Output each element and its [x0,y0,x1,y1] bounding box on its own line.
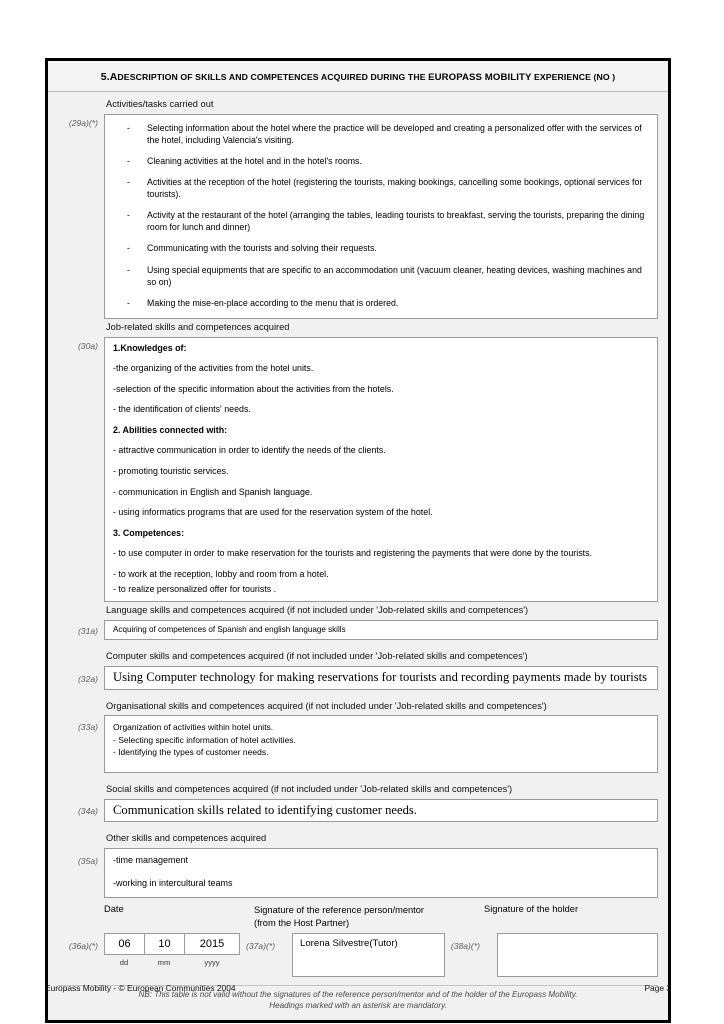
code-35a: (35a) [77,856,98,867]
section-title-tail: EXPERIENCE (NO ) [531,72,616,82]
signature-headings [58,904,658,928]
input-social-skills[interactable] [104,799,658,823]
heading-mentor-line1: Signature of the reference person/mentor [254,905,425,916]
heading-mentor [254,904,484,928]
input-other-skills[interactable] [104,848,658,898]
section-body [48,92,668,1020]
text-line: 1.Knowledges of: [113,342,187,353]
input-organisational-skills[interactable] [104,715,658,773]
code-36a: (36a)(*) [68,940,98,951]
list-item: - Making the mise-en-place according to the menu that is ordered. [113,297,649,309]
value-computer-skills: Using Computer technology for making reservations for tourists and recording payments made by tourists [113,669,648,684]
input-job-related[interactable] [104,337,658,603]
text-line: -selection of the specific information about the activities from the hotels. [113,383,394,394]
input-date-day[interactable]: 06 [104,933,144,955]
signature-row [58,933,658,977]
field-computer-skills [58,648,658,689]
text-line: - to work at the reception, lobby and room from a hotel. [113,568,329,579]
code-37a: (37a)(*) [246,940,276,951]
value-social-skills: Communication skills related to identifying customer needs. [113,802,417,817]
list-item: - Selecting information about the hotel where the practice will be developed and creating a personalized offer with the services of the hotel, including Valencia's visiting. [113,122,649,146]
code-31a: (31a) [77,626,98,637]
section-title-main: DESCRIPTION OF SKILLS AND COMPETENCES ACQUIRED DURING THE [117,72,429,82]
section-number: 5.A [100,71,118,83]
nb-note-line2: Headings marked with an asterisk are mandatory. [269,1001,447,1011]
text-line: - Identifying the types of customer needs. [113,746,269,757]
label-computer-skills: Computer skills and competences acquired (if not included under 'Job-related skills and competences') [106,651,528,662]
code-38a: (38a)(*) [450,940,480,951]
code-32a: (32a) [77,673,98,684]
text-line: - promoting touristic services. [113,466,229,477]
list-item: - Using special equipments that are specific to an accommodation unit (vacuum cleaner, heating devices, washing machines and so on) [113,264,649,288]
heading-mentor-line2: (from the Host Partner) [254,917,350,928]
field-social-skills [58,781,658,822]
field-language-skills [58,602,658,640]
text-line: - communication in English and Spanish language. [113,486,313,497]
footer-copyright: Europass Mobility - © European Communities 2004 [45,983,236,993]
unit-day: dd [119,957,129,967]
input-date-month[interactable]: 10 [144,933,184,955]
label-language-skills: Language skills and competences acquired (if not included under 'Job-related skills and competences') [106,605,529,616]
unit-month: mm [157,957,171,967]
label-activities: Activities/tasks carried out [106,99,214,109]
europass-section-table [45,58,671,1023]
text-line: - attractive communication in order to identify the needs of the clients. [113,445,386,456]
field-job-related [58,319,658,602]
list-item: - Communicating with the tourists and solving their requests. [113,242,649,254]
text-line: Organization of activities within hotel units. [113,722,274,733]
footer-page-number: Page 3 [644,983,671,993]
list-item: - Activity at the restaurant of the hotel (arranging the tables, leading tourists to breakfast, serving the tourists, preparing the dining room for lunch and dinner) [113,209,649,233]
heading-date: Date [104,904,124,915]
code-30a: (30a) [77,340,98,351]
section-header-text [101,71,615,83]
text-line: 3. Competences: [113,527,185,538]
unit-year: yyyy [204,957,220,967]
signature-block [58,898,658,1016]
date-field-group [104,933,240,967]
code-29a: (29a)(*) [68,118,98,128]
page-footer [45,983,671,993]
input-holder-signature[interactable] [497,933,658,977]
text-line: 2. Abilities connected with: [113,424,228,435]
field-activities [58,96,658,319]
section-header [48,61,668,92]
text-line: - Selecting specific information of hotel activities. [113,734,296,745]
text-line: -time management [113,855,189,866]
input-computer-skills[interactable] [104,666,658,690]
text-line: - the identification of clients' needs. [113,404,251,415]
field-other-skills [58,830,658,898]
code-33a: (33a) [77,721,98,732]
field-organisational-skills [58,698,658,774]
input-date-year[interactable]: 2015 [184,933,240,955]
code-34a: (34a) [77,806,98,817]
text-line: -working in intercultural teams [113,877,233,888]
label-organisational-skills: Organisational skills and competences acquired (if not included under 'Job-related skills and competences') [106,700,547,711]
text-line: - using informatics programs that are used for the reservation system of the hotel. [113,507,433,518]
input-activities[interactable] [104,114,658,319]
section-title-europass: EUROPASS MOBILITY [428,72,532,83]
input-mentor-signature[interactable]: Lorena Silvestre(Tutor) [292,933,445,977]
text-line: - to realize personalized offer for tourists . [113,583,277,594]
label-social-skills: Social skills and competences acquired (if not included under 'Job-related skills and competences') [106,784,513,795]
list-item: - Activities at the reception of the hotel (registering the tourists, making bookings, cancelling some bookings, optional services for tourists). [113,176,649,200]
heading-holder: Signature of the holder [484,904,579,915]
label-other-skills: Other skills and competences acquired [106,833,267,844]
input-language-skills[interactable] [104,620,658,641]
value-language-skills: Acquiring of competences of Spanish and english language skills [113,624,346,634]
label-job-related: Job-related skills and competences acquired [106,321,290,332]
nb-note-line1: NB: This table is not valid without the signatures of the reference person/mentor and of the holder of the Europass Mobility. [138,989,578,999]
text-line: -the organizing of the activities from the hotel units. [113,363,314,374]
activities-list [113,120,649,313]
text-line: - to use computer in order to make reservation for the tourists and registering the payments that were done by the tourists. [113,548,592,559]
list-item: - Cleaning activities at the hotel and in the hotel's rooms. [113,155,649,167]
